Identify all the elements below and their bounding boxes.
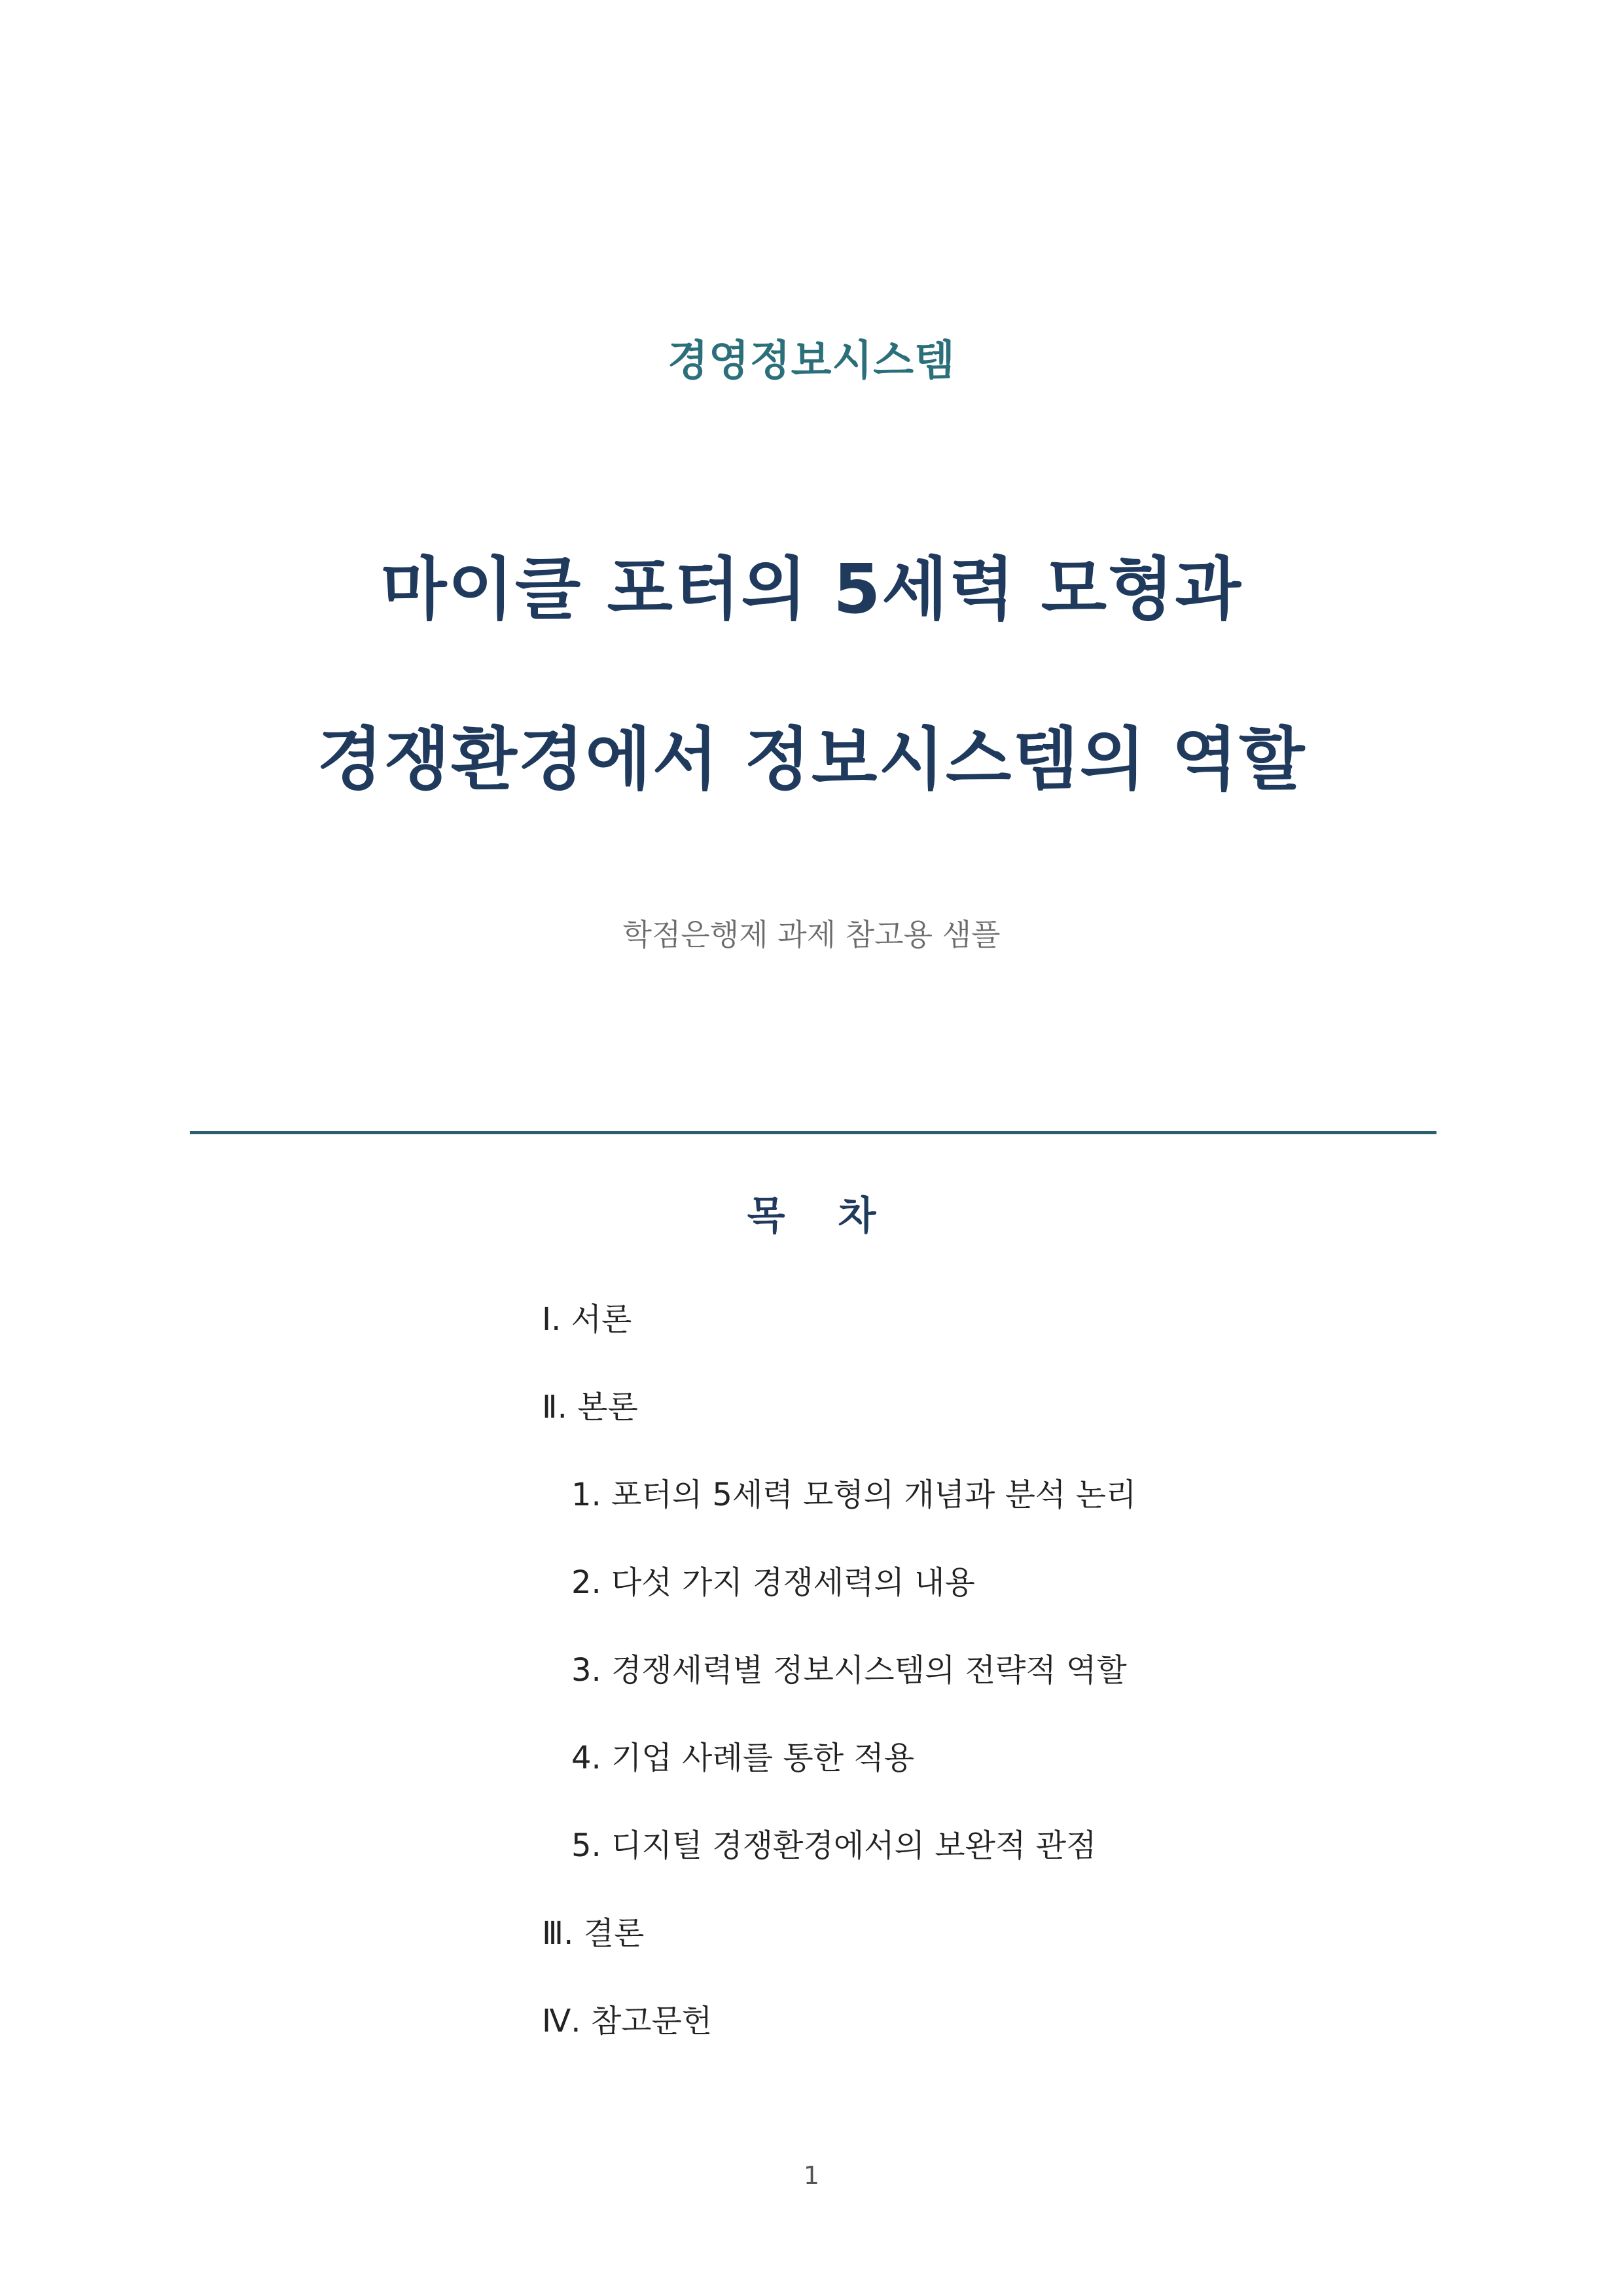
table-of-contents [542,1301,1136,2090]
course-subject: 경영정보시스템 [668,337,955,386]
report-title-line-1: 마이클 포터의 5세력 모형과 [380,549,1243,629]
report-subtitle: 학점은행제 과제 참고용 샘플 [622,917,1001,952]
section-divider [190,1131,1436,1134]
toc-subitem-4: 4. 기업 사례를 통한 적용 [571,1740,915,1776]
toc-subitem-5: 5. 디지털 경쟁환경에서의 보완적 관점 [571,1827,1097,1864]
toc-item-introduction: Ⅰ. 서론 [542,1301,632,1338]
toc-heading: 목 차 [747,1193,896,1239]
toc-subitem-1: 1. 포터의 5세력 모형의 개념과 분석 논리 [571,1477,1137,1513]
toc-subitem-2: 2. 다섯 가지 경쟁세력의 내용 [571,1564,975,1601]
page-number: 1 [803,2161,820,2190]
toc-item-references: Ⅳ. 참고문헌 [542,2003,713,2039]
report-title-line-2: 경쟁환경에서 정보시스템의 역할 [317,719,1306,799]
toc-item-body: Ⅱ. 본론 [542,1389,638,1426]
toc-item-conclusion: Ⅲ. 결론 [542,1915,645,1952]
toc-subitem-3: 3. 경쟁세력별 정보시스템의 전략적 역할 [571,1652,1127,1689]
